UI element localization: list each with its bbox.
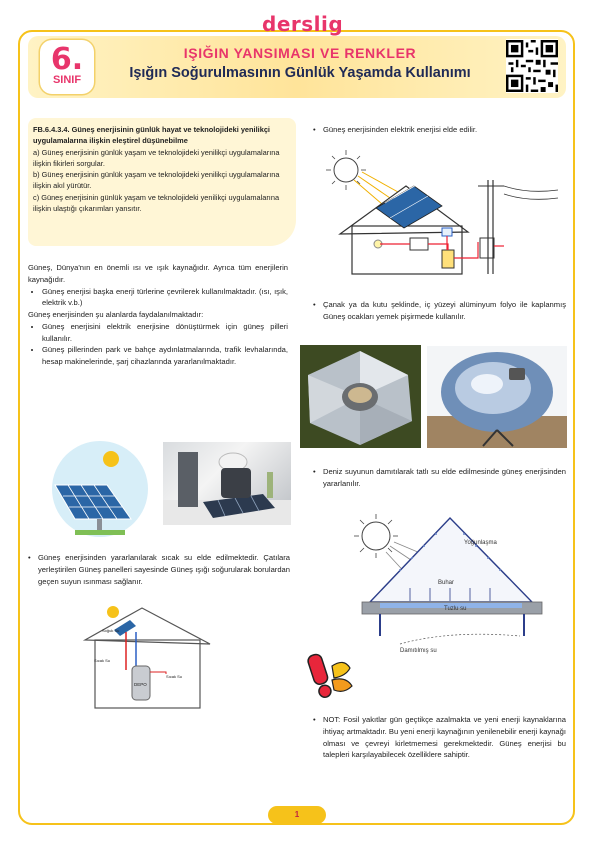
tap-label: Sıcak Su [166, 674, 183, 679]
electricity-bullet: • Güneş enerjisinden elektrik enerjisi elde edilir. [313, 124, 566, 136]
objective-heading: FB.6.4.3.4. Güneş enerjisinin günlük hayat ve teknolojideki yenilikçi uygulamalarına ilişkin eleştirel düşünebilme [33, 125, 270, 146]
left-text-block [28, 262, 288, 368]
salt-water-label: Tuzlu su [444, 606, 467, 612]
list-item: • Güneş pillerinden park ve bahçe aydınlatmalarında, trafik levhalarında, hesap makinelerinde, şarj cihazlarında yararlanılmaktadır. [42, 344, 288, 368]
vapor-label: Buhar [438, 580, 455, 586]
solar-cooker-photo-1 [300, 345, 421, 448]
solar-cooker-bullet: • Çanak ya da kutu şeklinde, iç yüzeyi alüminyum folyo ile kaplanmış Güneş ocakları yemek pişirmede kullanılır. [313, 299, 566, 323]
page-number: 1 [268, 806, 326, 824]
list-item: • Güneş enerjisi başka enerji türlerine çevrilerek kullanılmaktadır. (ısı, ışık, elektrik v.b.) [42, 286, 288, 310]
solar-model-photo [163, 442, 291, 525]
intro-paragraph: Güneş, Dünya'nın en önemli ısı ve ışık kaynağıdır. Ayrıca tüm enerjilerin kaynağıdır. [28, 263, 288, 284]
hot-water-label: Sıcak Su [94, 658, 111, 663]
objective-item-a: a) Güneş enerjisinin günlük yaşam ve teknolojideki yenilikçi uygulamalarına ilişkin fikirleri sorgular. [33, 147, 280, 168]
note-bullet: • NOT: Fosil yakıtlar gün geçtikçe azalmakta ve yeni enerji kaynaklarına ihtiyaç artmaktadır. Bu yeni enerji kaynağının yenilenebilir enerji kaynağı olması ve çevreyi kirletmemesi gerekmektedir. Güneş enerjisi bu talepleri karşılayabilecek özelliklere sahiptir. [313, 714, 566, 761]
distillation-bullet: • Deniz suyunun damıtılarak tatlı su elde edilmesinde güneş enerjisinden yararlanılır. [313, 466, 566, 490]
hot-water-house-diagram [70, 600, 220, 710]
objective-item-b: b) Güneş enerjisinin günlük yaşam ve teknolojideki yenilikçi uygulamalarına ilişkin akıl yürütür. [33, 170, 280, 191]
solar-model-photo-art [163, 442, 291, 525]
grade-number: 6. [50, 42, 84, 77]
grade-label: SINIF [52, 74, 82, 86]
solar-panel-illustration [45, 437, 155, 537]
grade-badge [40, 40, 94, 94]
list-item: • Güneş enerjisini elektrik enerjisine dönüştürmek için güneş pilleri kullanılır. [42, 321, 288, 345]
condensation-label: Yoğunlaşma [464, 540, 497, 546]
qr-code[interactable] [506, 39, 558, 93]
solar-cooker-photo-2-art [427, 346, 567, 448]
distilled-water-label: Damıtılmış su [400, 648, 437, 654]
page-title: IŞIĞIN YANSIMASI VE RENKLER [183, 45, 417, 61]
page-subtitle: Işığın Soğurulmasının Günlük Yaşamda Kullanımı [129, 65, 471, 81]
cold-water-label: Soğuk Su [102, 628, 120, 633]
solar-house-electric-diagram [318, 146, 566, 278]
exclamation-warning-icon [304, 646, 356, 702]
solar-cooker-photo-2 [427, 346, 567, 448]
brand-logo: derslig [262, 12, 344, 36]
tank-label: DEPO [134, 682, 147, 687]
hot-water-bullet: • Güneş enerjisinden yararlanılarak sıcak su elde edilmektedir. Çatılara yerleştirilen Güneş panelleri sayesinde Güneş ışığı soğurularak borulardan geçen suyun ısınması sağlanır. [28, 552, 290, 587]
areas-heading: Güneş enerjisinden şu alanlarda faydalanılmaktadır: [28, 310, 204, 320]
solar-distillation-diagram [340, 506, 550, 656]
solar-cooker-photo-1-art [300, 345, 421, 448]
objective-item-c: c) Güneş enerjisinin günlük yaşam ve teknolojideki yenilikçi uygulamalarına ilişkin ulaştığı çıkarımları yansıtır. [33, 192, 280, 213]
learning-objective-box [28, 118, 296, 246]
